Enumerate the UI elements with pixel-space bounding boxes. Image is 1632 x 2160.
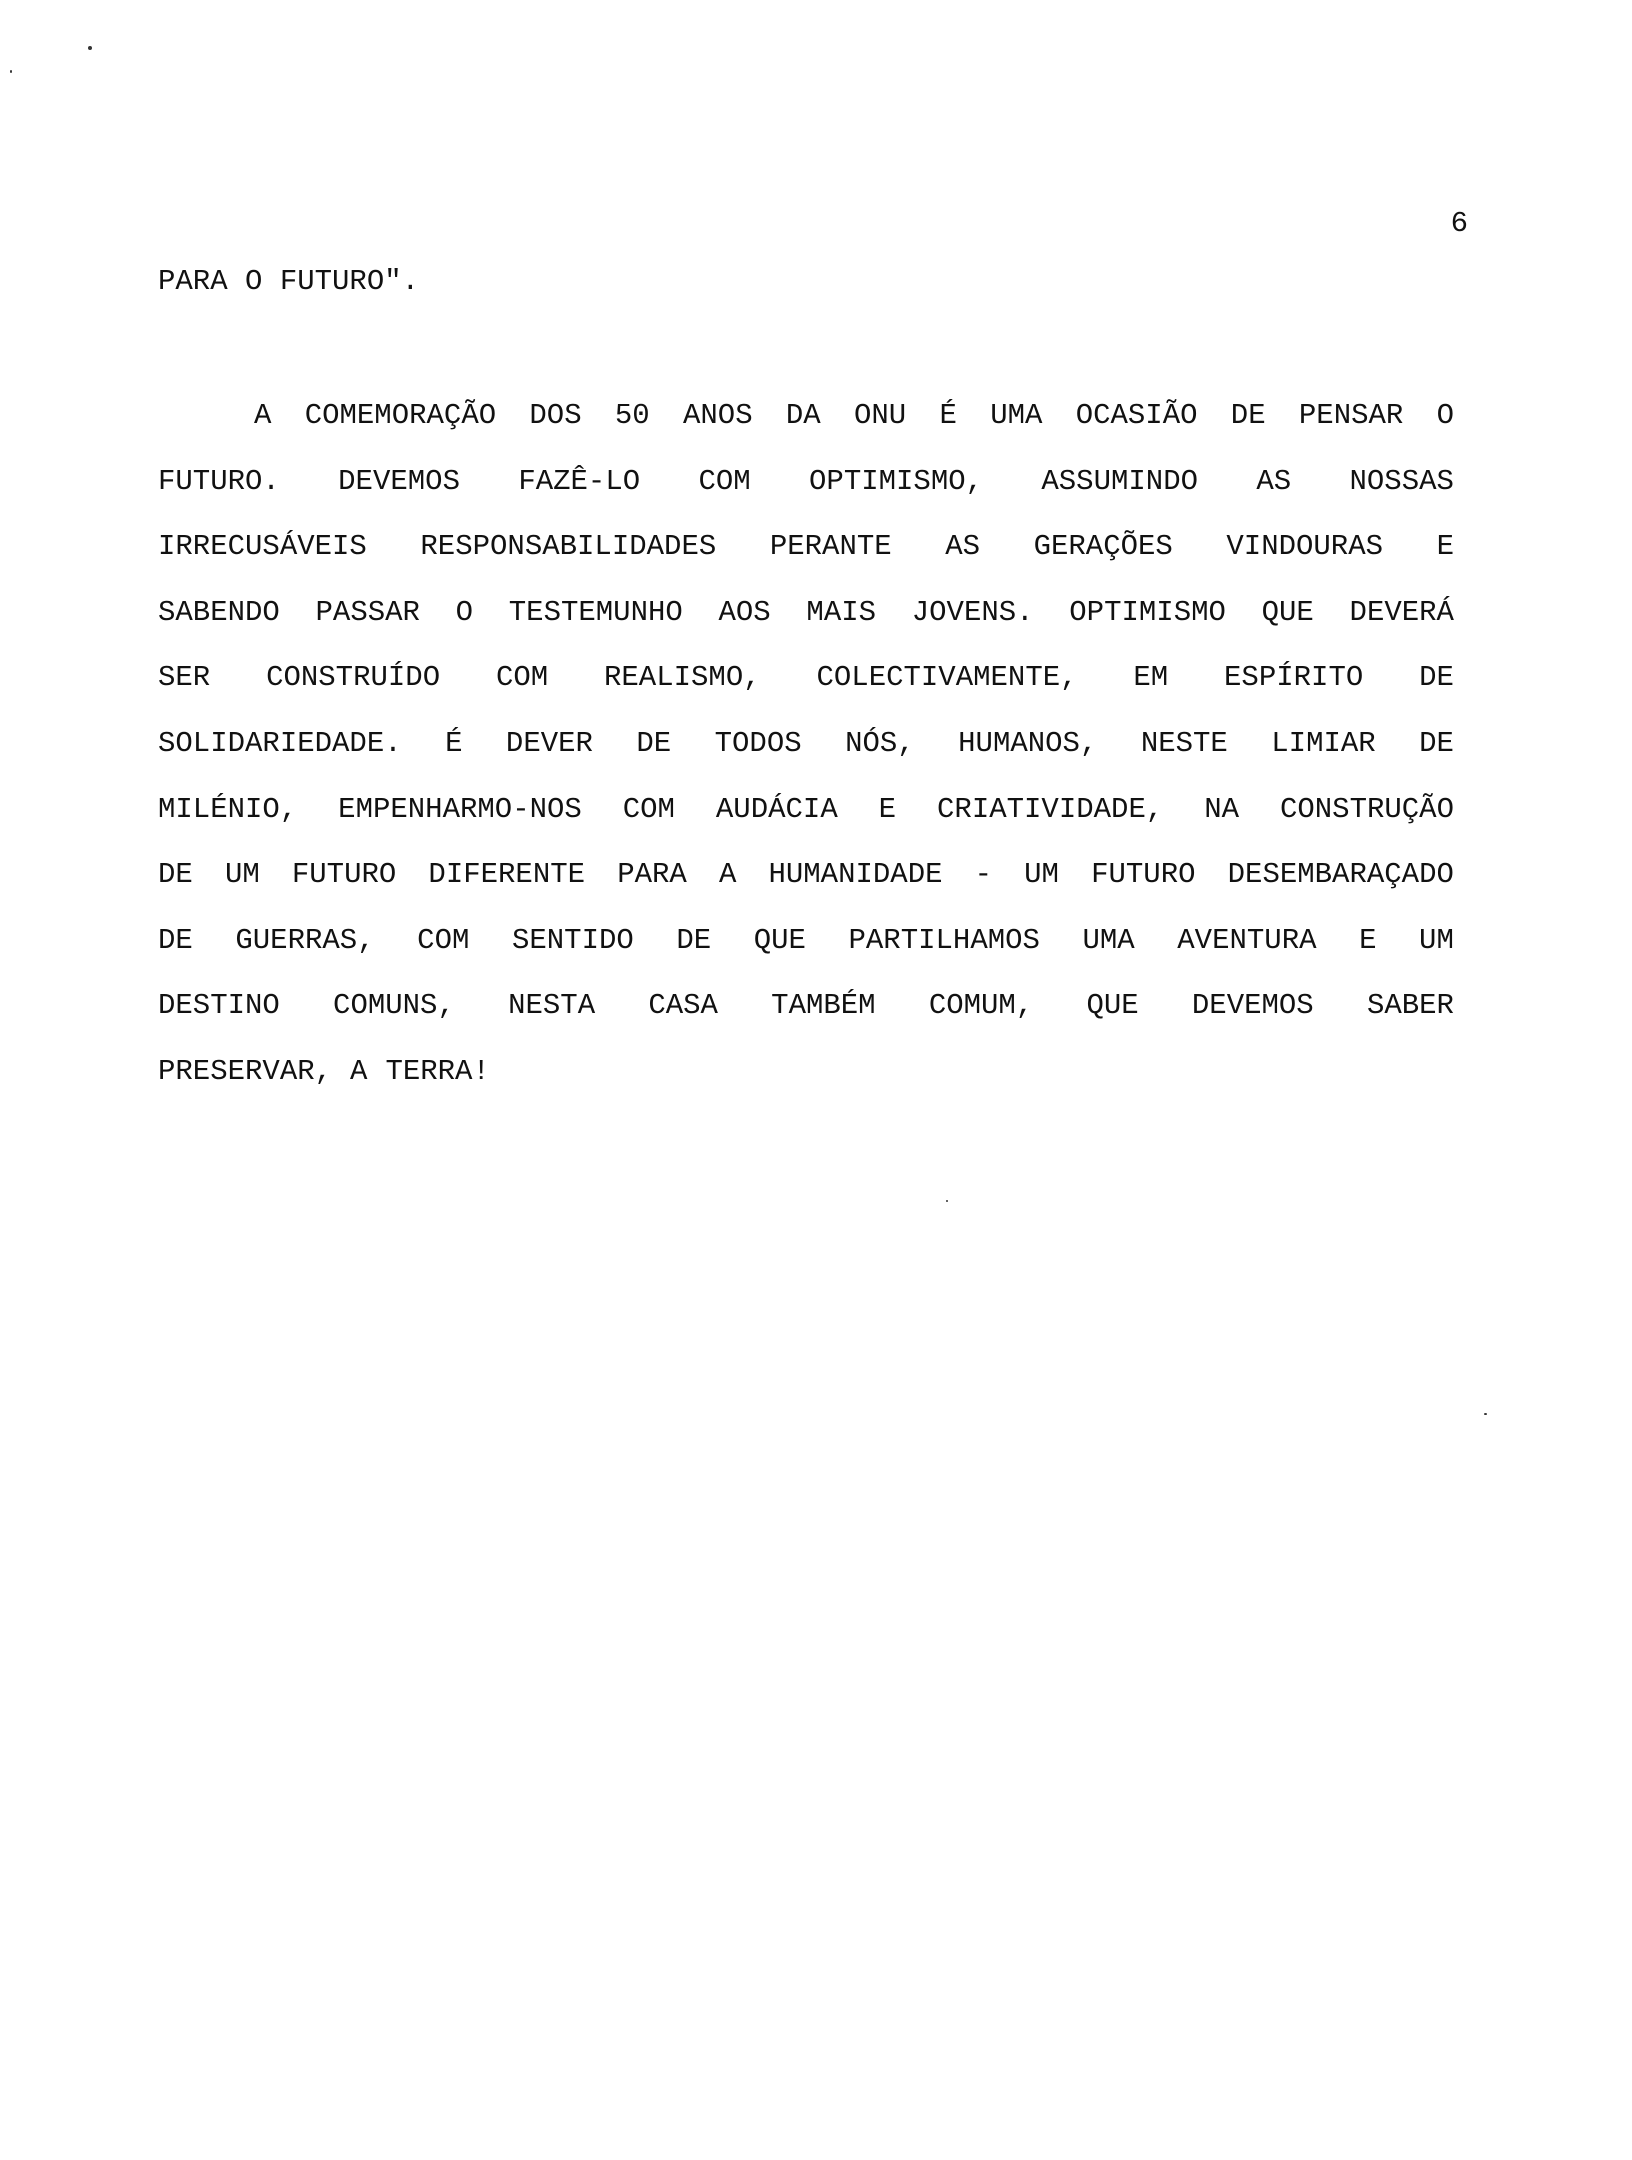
word: MAIS (806, 595, 877, 629)
word: EM (1133, 661, 1169, 695)
scan-speck (946, 1200, 948, 1202)
paragraph-line (158, 857, 1454, 923)
word: CONSTRUÇÃO (1279, 792, 1454, 826)
word: DEVERÁ (1349, 595, 1454, 629)
word: QUE (1086, 989, 1139, 1023)
word: IRRECUSÁVEIS (158, 530, 367, 564)
paragraph-line (158, 660, 1454, 726)
word: COM (698, 464, 751, 498)
word: O (455, 595, 474, 629)
word: DEVEMOS (338, 464, 460, 498)
paragraph-line (158, 923, 1454, 989)
word: A (254, 399, 272, 432)
word: ESPÍRITO (1224, 661, 1364, 695)
word: AS (945, 530, 981, 564)
word: AUDÁCIA (715, 792, 838, 826)
word: 50 (614, 399, 650, 432)
word: NOSSAS (1349, 464, 1454, 498)
word: DE (1230, 399, 1266, 432)
word: UM (1024, 858, 1059, 892)
word: DA (785, 399, 821, 432)
scan-speck (88, 46, 92, 50)
paragraph-line (158, 464, 1454, 530)
word: RESPONSABILIDADES (420, 530, 717, 564)
word: COMEMORAÇÃO (304, 399, 497, 432)
scan-speck (10, 70, 12, 73)
word: LIMIAR (1271, 726, 1376, 760)
word: HUMANIDADE (768, 858, 943, 892)
word: SABER (1366, 989, 1454, 1023)
word: JOVENS. (911, 595, 1034, 629)
paragraph-line (158, 529, 1454, 595)
word: DEVER (505, 726, 593, 760)
word: AVENTURA (1177, 923, 1317, 957)
word: E (878, 792, 897, 826)
word: DE (1419, 726, 1454, 760)
word: DE (1419, 661, 1454, 695)
word: FUTURO. (158, 464, 280, 498)
word: TODOS (714, 726, 802, 760)
word: QUE (753, 923, 806, 957)
word: E (1359, 923, 1377, 957)
word: UM (1419, 923, 1454, 957)
word: COM (495, 661, 549, 695)
word: ANOS (683, 399, 753, 432)
word: CRIATIVIDADE, (937, 792, 1164, 826)
word: PASSAR (315, 595, 420, 629)
word: DOS (529, 399, 582, 432)
scan-speck (1484, 1413, 1487, 1415)
word: É (939, 399, 957, 432)
word: PERANTE (769, 530, 892, 564)
word: OCASIÃO (1075, 399, 1198, 432)
word: AOS (718, 595, 771, 629)
word: NESTA (508, 989, 596, 1023)
word: HUMANOS, (958, 726, 1098, 760)
word: DIFERENTE (428, 858, 586, 892)
word: A (350, 1054, 368, 1088)
word: GUERRAS, (235, 923, 375, 957)
word: PRESERVAR, (158, 1054, 333, 1088)
word: DE (158, 858, 193, 892)
word: É (445, 726, 463, 760)
word: UMA (990, 399, 1043, 432)
word: QUE (1261, 595, 1314, 629)
word: COM (622, 792, 675, 826)
word: SENTIDO (511, 923, 634, 957)
word: NA (1204, 792, 1240, 826)
word: DE (636, 726, 672, 760)
word: ASSUMINDO (1041, 464, 1199, 498)
word: EMPENHARMO-NOS (338, 792, 582, 826)
word: OPTIMISMO (1069, 595, 1226, 629)
word: COLECTIVAMENTE, (816, 661, 1078, 695)
paragraph-line (158, 988, 1454, 1054)
word: PARA (617, 858, 687, 892)
word: PENSAR (1298, 399, 1404, 432)
word: GERAÇÕES (1033, 530, 1173, 564)
word: - (974, 858, 993, 892)
word: ONU (854, 399, 907, 432)
word: UMA (1082, 923, 1135, 957)
word: CASA (648, 989, 718, 1023)
paragraph-line (158, 792, 1454, 858)
word: SER (158, 661, 211, 695)
word: COM (417, 923, 470, 957)
word: UM (224, 858, 260, 892)
word: SABENDO (158, 595, 280, 629)
paragraph-line (158, 726, 1454, 792)
word: NÓS, (845, 726, 915, 760)
continuation-line: PARA O FUTURO". (158, 265, 420, 298)
body-paragraph (158, 398, 1454, 1120)
paragraph-line (158, 595, 1454, 661)
word: AS (1256, 464, 1292, 498)
word: FUTURO (1091, 858, 1196, 892)
word: DEVEMOS (1191, 989, 1314, 1023)
word: E (1436, 530, 1454, 564)
word: REALISMO, (604, 661, 761, 695)
word: TESTEMUNHO (508, 595, 683, 629)
word: PARTILHAMOS (848, 923, 1040, 957)
word: DE (158, 923, 193, 957)
word: MILÉNIO, (158, 792, 298, 826)
paragraph-line (158, 1054, 1454, 1120)
word: DE (676, 923, 712, 957)
word: CONSTRUÍDO (266, 661, 441, 695)
word: COMUM, (928, 989, 1034, 1023)
word: FAZÊ-LO (518, 464, 641, 498)
word: O (1436, 399, 1454, 432)
word: NESTE (1140, 726, 1228, 760)
word: DESTINO (158, 989, 280, 1023)
word: OPTIMISMO, (809, 464, 984, 498)
word: A (718, 858, 737, 892)
word: SOLIDARIEDADE. (158, 726, 402, 760)
page-number: 6 (1450, 207, 1468, 240)
paragraph-line (158, 398, 1454, 464)
word: TAMBÉM (771, 989, 876, 1023)
word: TERRA! (385, 1054, 490, 1088)
word: FUTURO (291, 858, 397, 892)
word: VINDOURAS (1226, 530, 1384, 564)
word: COMUNS, (333, 989, 455, 1023)
word: DESEMBARAÇADO (1227, 858, 1454, 892)
